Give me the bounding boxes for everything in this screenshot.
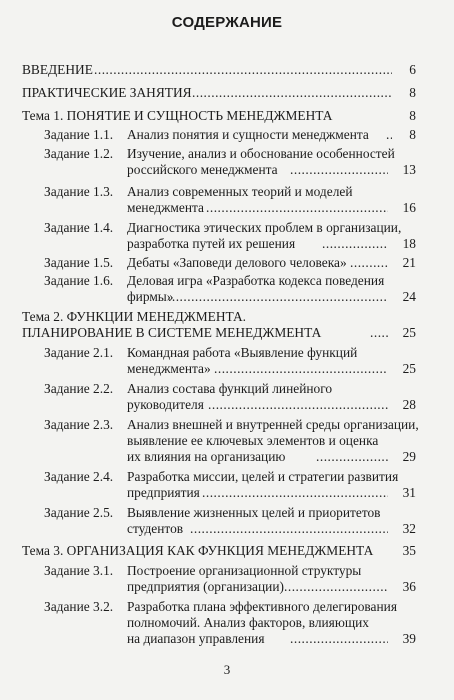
- toc-page-number: 24: [402, 289, 416, 304]
- toc-page-number: 29: [402, 449, 416, 464]
- toc-entry-text: ПРАКТИЧЕСКИЕ ЗАНЯТИЯ: [22, 85, 192, 100]
- leader-dots: [192, 85, 392, 101]
- toc-task-label: Задание 1.6.: [44, 273, 114, 288]
- toc-entry-text: Анализ внешней и внутренней среды организации,: [127, 417, 419, 432]
- leader-dots: [208, 397, 388, 413]
- leader-dots: [202, 485, 388, 501]
- leader-dots: [290, 162, 388, 178]
- toc-page-number: 32: [402, 521, 416, 536]
- toc-entry-text: фирмы»: [127, 289, 174, 304]
- toc-entry-text: предприятия (организации): [127, 579, 284, 594]
- toc-entry-text: студентов: [127, 521, 184, 536]
- leader-dots: [284, 579, 388, 595]
- toc-page-number: 8: [409, 85, 416, 100]
- toc-page-number: 36: [402, 579, 416, 594]
- toc-entry-text: разработка путей их решения: [127, 236, 296, 251]
- toc-page-number: 25: [402, 325, 416, 340]
- toc-entry-text: Построение организационной структуры: [127, 563, 362, 578]
- toc-entry-text: руководителя: [127, 397, 204, 412]
- toc-task-label: Задание 3.2.: [44, 599, 114, 614]
- toc-entry-text: Изучение, анализ и обоснование особенностей: [127, 146, 395, 161]
- toc-entry-text: менеджмента: [127, 200, 204, 215]
- leader-dots: [94, 62, 392, 78]
- toc-page-number: 39: [402, 631, 416, 646]
- toc-task-label: Задание 2.2.: [44, 381, 114, 396]
- leader-dots: [370, 325, 388, 341]
- toc-task-label: Задание 2.1.: [44, 345, 114, 360]
- page-number: 3: [223, 662, 231, 677]
- leader-dots: [214, 361, 388, 377]
- toc-entry-text: выявление ее ключевых элементов и оценка: [127, 433, 379, 448]
- toc-page-number: 6: [409, 62, 416, 77]
- leader-dots: [206, 200, 388, 216]
- toc-task-label: Задание 1.5.: [44, 255, 114, 270]
- toc-task-label: Задание 2.5.: [44, 505, 114, 520]
- toc-entry-text: предприятия: [127, 485, 200, 500]
- toc-task-label: Задание 2.3.: [44, 417, 114, 432]
- toc-entry-text: Тема 2. ФУНКЦИИ МЕНЕДЖМЕНТА.: [22, 309, 247, 324]
- leader-dots: [350, 255, 388, 271]
- toc-entry-text: ПЛАНИРОВАНИЕ В СИСТЕМЕ МЕНЕДЖМЕНТА: [22, 325, 322, 340]
- toc-entry-text: Тема 1. ПОНЯТИЕ И СУЩНОСТЬ МЕНЕДЖМЕНТА: [22, 108, 333, 123]
- toc-page-number: 31: [402, 485, 416, 500]
- toc-task-label: Задание 1.1.: [44, 127, 114, 142]
- toc-entry-text: Деловая игра «Разработка кодекса поведения: [127, 273, 385, 288]
- toc-task-label: Задание 1.2.: [44, 146, 114, 161]
- toc-entry-text: Тема 3. ОРГАНИЗАЦИЯ КАК ФУНКЦИЯ МЕНЕДЖМЕНТА: [22, 543, 374, 558]
- leader-dots: [290, 631, 388, 647]
- page-title: СОДЕРЖАНИЕ: [171, 14, 283, 31]
- toc-entry-text: Выявление жизненных целей и приоритетов: [127, 505, 381, 520]
- toc-entry-text: российского менеджмента: [127, 162, 278, 177]
- toc-entry-text: полномочий. Анализ факторов, влияющих: [127, 615, 369, 630]
- leader-dots: [168, 289, 388, 305]
- toc-page-number: 8: [409, 108, 416, 123]
- toc-entry-text: Дебаты «Заповеди делового человека»: [127, 255, 347, 270]
- toc-entry-text: ВВЕДЕНИЕ: [22, 62, 93, 77]
- toc-page-number: 35: [402, 543, 416, 558]
- toc-entry-text: их влияния на организацию: [127, 449, 286, 464]
- toc-page-number: 21: [402, 255, 416, 270]
- toc-task-label: Задание 1.4.: [44, 220, 114, 235]
- toc-entry-text: Командная работа «Выявление функций: [127, 345, 358, 360]
- toc-entry-text: менеджмента»: [127, 361, 211, 376]
- toc-task-label: Задание 1.3.: [44, 184, 114, 199]
- toc-page-number: 18: [402, 236, 416, 251]
- toc-entry-text: на диапазон управления: [127, 631, 265, 646]
- toc-entry-text: Анализ понятия и сущности менеджмента: [127, 127, 369, 142]
- toc-entry-text: Анализ состава функций линейного: [127, 381, 333, 396]
- toc-entry-text: Разработка миссии, целей и стратегии развития: [127, 469, 399, 484]
- toc-page-number: 13: [402, 162, 416, 177]
- toc-entry-text: Разработка плана эффективного делегирования: [127, 599, 397, 614]
- toc-page-number: 16: [402, 200, 416, 215]
- toc-entry-text: Диагностика этических проблем в организации,: [127, 220, 402, 235]
- toc-task-label: Задание 3.1.: [44, 563, 114, 578]
- leader-dots: [316, 449, 388, 465]
- toc-page-number: 28: [402, 397, 416, 412]
- toc-page-number: 8: [409, 127, 416, 142]
- leader-dots: [190, 521, 388, 537]
- toc-task-label: Задание 2.4.: [44, 469, 114, 484]
- leader-dots: [322, 236, 388, 252]
- leader-dots: [386, 127, 392, 143]
- toc-entry-text: Анализ современных теорий и моделей: [127, 184, 353, 199]
- toc-page-number: 25: [402, 361, 416, 376]
